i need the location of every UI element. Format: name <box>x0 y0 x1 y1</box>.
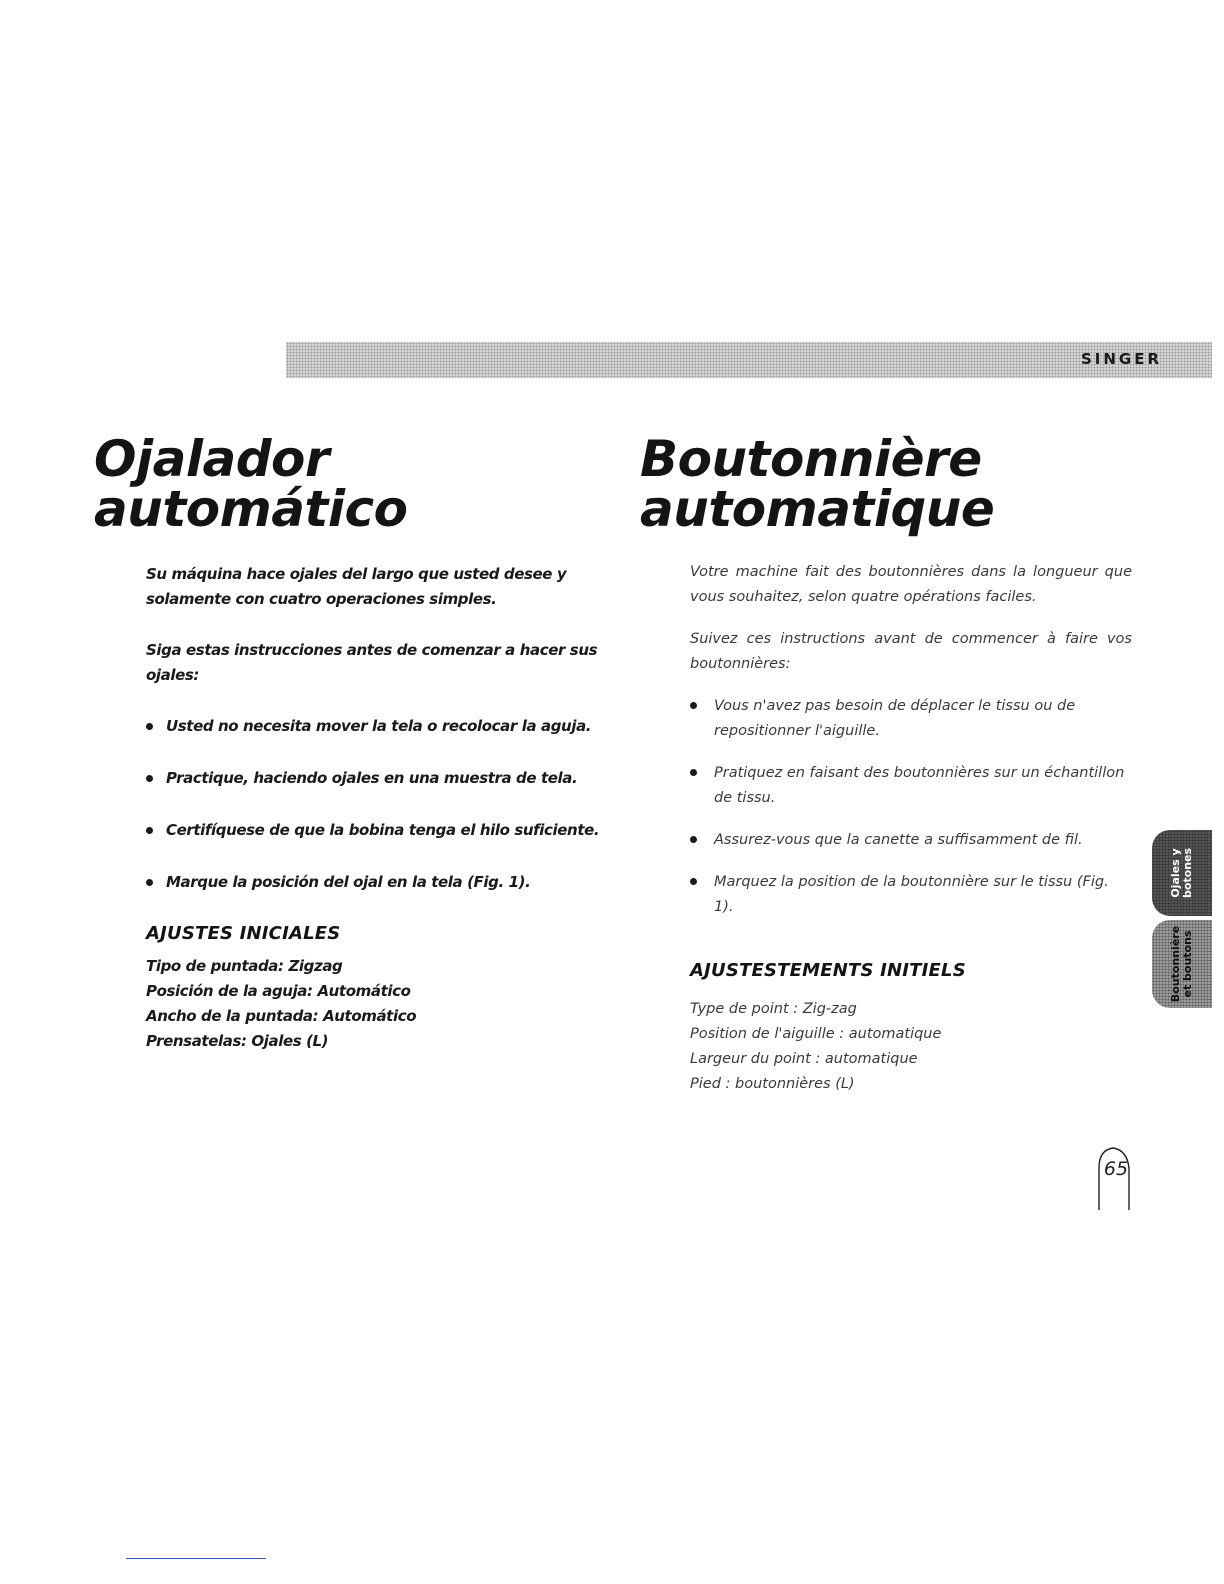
es-settings-heading: AJUSTES INICIALES <box>146 923 341 944</box>
fr-title <box>640 430 995 538</box>
es-bullet: Practique, haciendo ojales en una muestra de tela. <box>146 766 606 791</box>
es-instructions: Siga estas instrucciones antes de comenzar a hacer sus ojales: <box>146 641 598 684</box>
fr-column <box>690 560 1132 1097</box>
fr-setting: Pied : boutonnières (L) <box>690 1076 855 1092</box>
section-tab-boutonniere[interactable] <box>1152 920 1212 1008</box>
es-column <box>146 562 606 1054</box>
tab-label-line: et boutons <box>1181 930 1194 998</box>
fr-title-line2: automatique <box>640 480 995 538</box>
fr-instructions: Suivez ces instructions avant de commencer à faire vos boutonnières: <box>690 631 1132 672</box>
es-title-line1: Ojalador <box>94 430 330 488</box>
fr-setting: Largeur du point : automatique <box>690 1051 918 1067</box>
fr-settings-heading: AJUSTESTEMENTS INITIELS <box>690 960 966 981</box>
es-title <box>94 430 408 538</box>
es-bullet: Marque la posición del ojal en la tela (Fig. 1). <box>146 870 606 895</box>
header-band <box>286 342 1212 378</box>
es-setting: Tipo de puntada: Zigzag <box>146 957 343 975</box>
fr-setting: Position de l'aiguille : automatique <box>690 1026 942 1042</box>
es-bullet-list <box>146 714 606 895</box>
fr-bullet: Marquez la position de la boutonnière sur le tissu (Fig. 1). <box>690 870 1132 920</box>
tab-label-line: Boutonnière <box>1169 925 1182 1003</box>
fr-title-line1: Boutonnière <box>640 430 982 488</box>
fr-bullet: Vous n'avez pas besoin de déplacer le tissu ou de repositionner l'aiguille. <box>690 694 1132 744</box>
es-setting: Posición de la aguja: Automático <box>146 982 411 1000</box>
es-bullet: Certifíquese de que la bobina tenga el hilo suficiente. <box>146 818 606 843</box>
section-tab-ojales[interactable] <box>1152 830 1212 916</box>
es-bullet: Usted no necesita mover la tela o recolocar la aguja. <box>146 714 606 739</box>
es-settings-list <box>146 954 606 1054</box>
es-setting: Ancho de la puntada: Automático <box>146 1007 417 1025</box>
brand-logo: SINGER <box>1080 350 1162 368</box>
section-tab-ojales-label <box>1170 848 1194 898</box>
es-setting: Prensatelas: Ojales (L) <box>146 1032 329 1050</box>
fr-intro: Votre machine fait des boutonnières dans la longueur que vous souhaitez, selon quatre opérations faciles. <box>690 564 1132 605</box>
page-number <box>1097 1144 1131 1210</box>
es-intro: Su máquina hace ojales del largo que usted desee y solamente con cuatro operaciones simples. <box>146 565 567 608</box>
tab-label-line: Ojales y <box>1169 848 1182 898</box>
fr-bullet-list <box>690 694 1132 920</box>
fr-settings-list <box>690 997 1132 1097</box>
fr-setting: Type de point : Zig-zag <box>690 1001 857 1017</box>
section-tab-boutonniere-label <box>1170 926 1194 1002</box>
fr-bullet: Pratiquez en faisant des boutonnières sur un échantillon de tissu. <box>690 761 1132 811</box>
es-title-line2: automático <box>94 480 408 538</box>
footer-rule <box>126 1558 266 1559</box>
tab-label-line: botones <box>1181 847 1194 899</box>
fr-bullet: Assurez-vous que la canette a suffisamment de fil. <box>690 828 1132 853</box>
page-number-text: 65 <box>1103 1158 1129 1180</box>
